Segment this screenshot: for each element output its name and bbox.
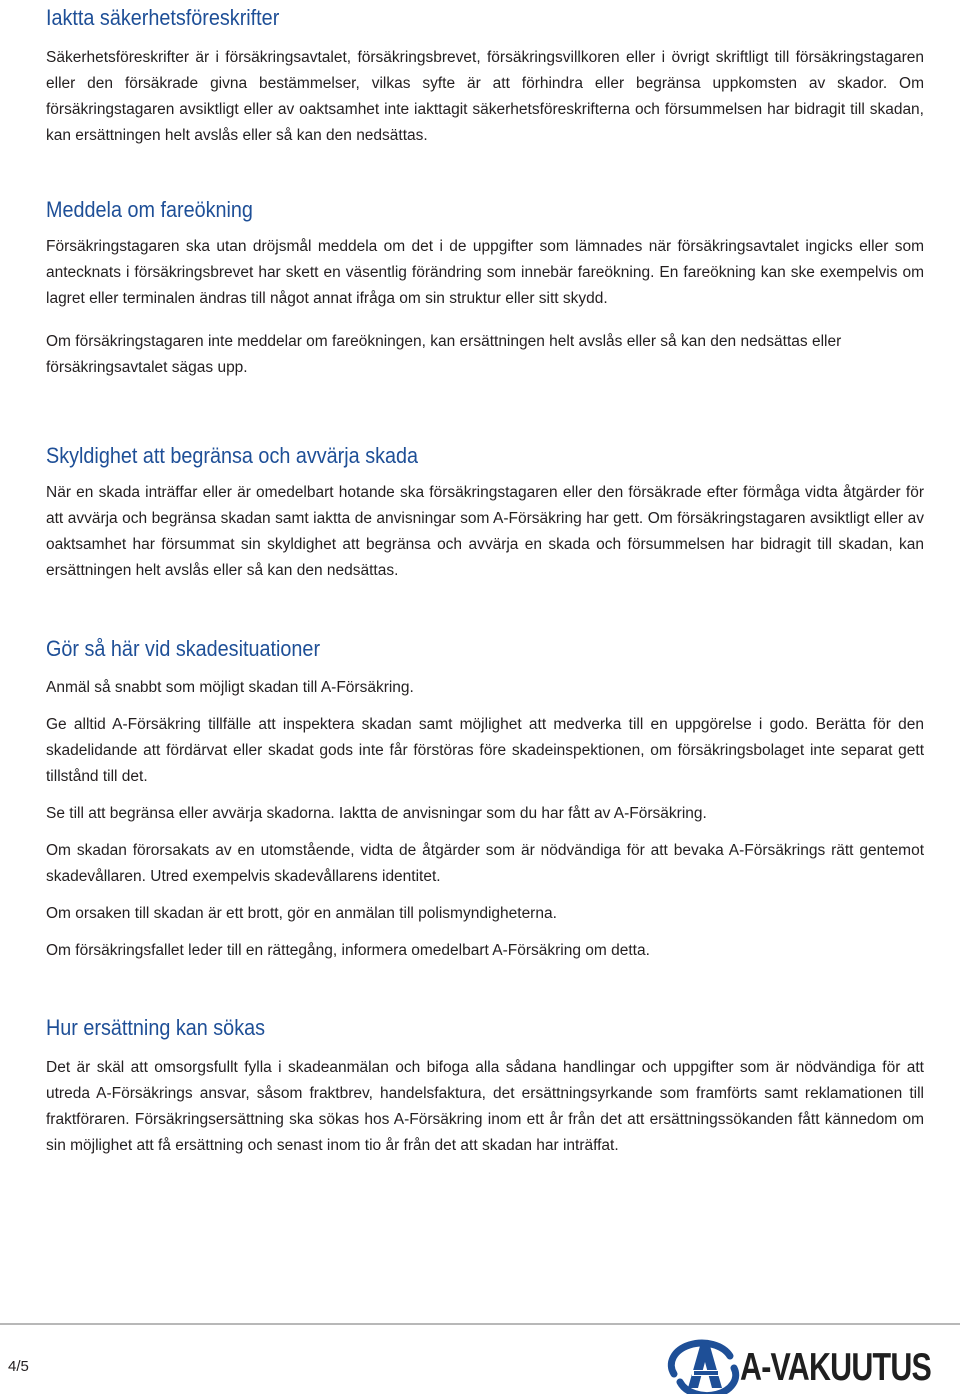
section-heading: Iaktta säkerhetsföreskrifter [46, 5, 280, 30]
section-paragraph: Om orsaken till skadan är ett brott, gör en anmälan till polismyndigheterna. [46, 905, 557, 922]
section-paragraph: Om försäkringstagaren inte meddelar om fareökningen, kan ersättningen helt avslås eller så kan den nedsättas eller försäkringsavtalet sägas upp. [46, 333, 842, 376]
section-paragraph: När en skada inträffar eller är omedelbart hotande ska försäkringstagaren eller den försäkrade efter förmåga vidta åtgärder för att avvärja och begränsa skadan samt iaktta de anvisningar som A-Försäkring har gett. Om försäkringstagaren avsiktligt eller av oaktsamhet har försummat sin skyldighet att begränsa och avvärja en skada och försummelsen har bidragit till skadan, kan ersättningen helt avslås eller så kan den nedsättas. [46, 484, 924, 579]
section-heading: Skyldighet att begränsa och avvärja skada [46, 443, 419, 468]
section-claim-situations [46, 635, 924, 964]
section-paragraph: Om skadan förorsakats av en utomstående, vidta de åtgärder som är nödvändiga för att bevaka A-Försäkrings rätt gentemot skadevållaren. Utred exempelvis skadevållarens identitet. [46, 842, 924, 885]
section-heading: Meddela om fareökning [46, 197, 253, 222]
section-duty-to-limit [46, 442, 924, 584]
section-heading: Hur ersättning kan sökas [46, 1015, 266, 1040]
section-risk-increase [46, 196, 924, 381]
section-paragraph: Om försäkringsfallet leder till en rättegång, informera omedelbart A-Försäkring om detta. [46, 942, 650, 959]
section-claim-compensation [46, 1014, 924, 1159]
section-paragraph: Anmäl så snabbt som möjligt skadan till A-Försäkring. [46, 679, 414, 696]
a-vakuutus-logo-icon [664, 1336, 740, 1394]
section-paragraph: Se till att begränsa eller avvärja skadorna. Iaktta de anvisningar som du har fått av A-Försäkring. [46, 805, 707, 822]
section-paragraph: Det är skäl att omsorgsfullt fylla i skadeanmälan och bifoga alla sådana handlingar och uppgifter som är nödvändiga för att utreda A-Försäkrings ansvar, såsom fraktbrev, handelsfaktura, det ersättningsyrkande som framförts samt reklamationen till fraktföraren. Försäkringsersättning ska sökas hos A-Försäkring inom ett år från det att ersättningssökanden fått kännedom om sin möjlighet att få ersättning och senast inom tio år från det att skadan har inträffat. [46, 1059, 924, 1154]
section-paragraph: Ge alltid A-Försäkring tillfälle att inspektera skadan samt möjlighet att medverka till en uppgörelse i godo. Berätta för den skadelidande att fördärvat eller skadat gods inte får förstöras före skadeinspektionen, om försäkringsbolaget inte separat gett tillstånd till det. [46, 716, 924, 785]
section-paragraph: Säkerhetsföreskrifter är i försäkringsavtalet, försäkringsbrevet, försäkringsvillkoren eller i övrigt skriftligt till försäkringstagaren eller den försäkrade givna bestämmelser, vilkas syfte är att förhindra eller begränsa uppkomsten av skador. Om försäkringstagaren avsiktligt eller av oaktsamhet inte iakttagit säkerhetsföreskrifterna och försummelsen har bidragit till skadan, kan ersättningen helt avslås eller så kan den nedsättas. [46, 49, 924, 144]
brand-name: A-VAKUUTUS [740, 1346, 932, 1389]
footer-divider [0, 1323, 960, 1325]
section-safety-rules [46, 4, 924, 149]
section-heading: Gör så här vid skadesituationer [46, 636, 321, 661]
section-paragraph: Försäkringstagaren ska utan dröjsmål meddela om det i de uppgifter som lämnades när försäkringsavtalet ingicks eller som antecknats i försäkringsbrevet har skett en väsentlig förändring som innebär fareökning. En fareökning kan ske exempelvis om lagret eller terminalen ändras till något annat ifråga om sin struktur eller sitt skydd. [46, 238, 924, 307]
page-number: 4/5 [8, 1358, 29, 1375]
